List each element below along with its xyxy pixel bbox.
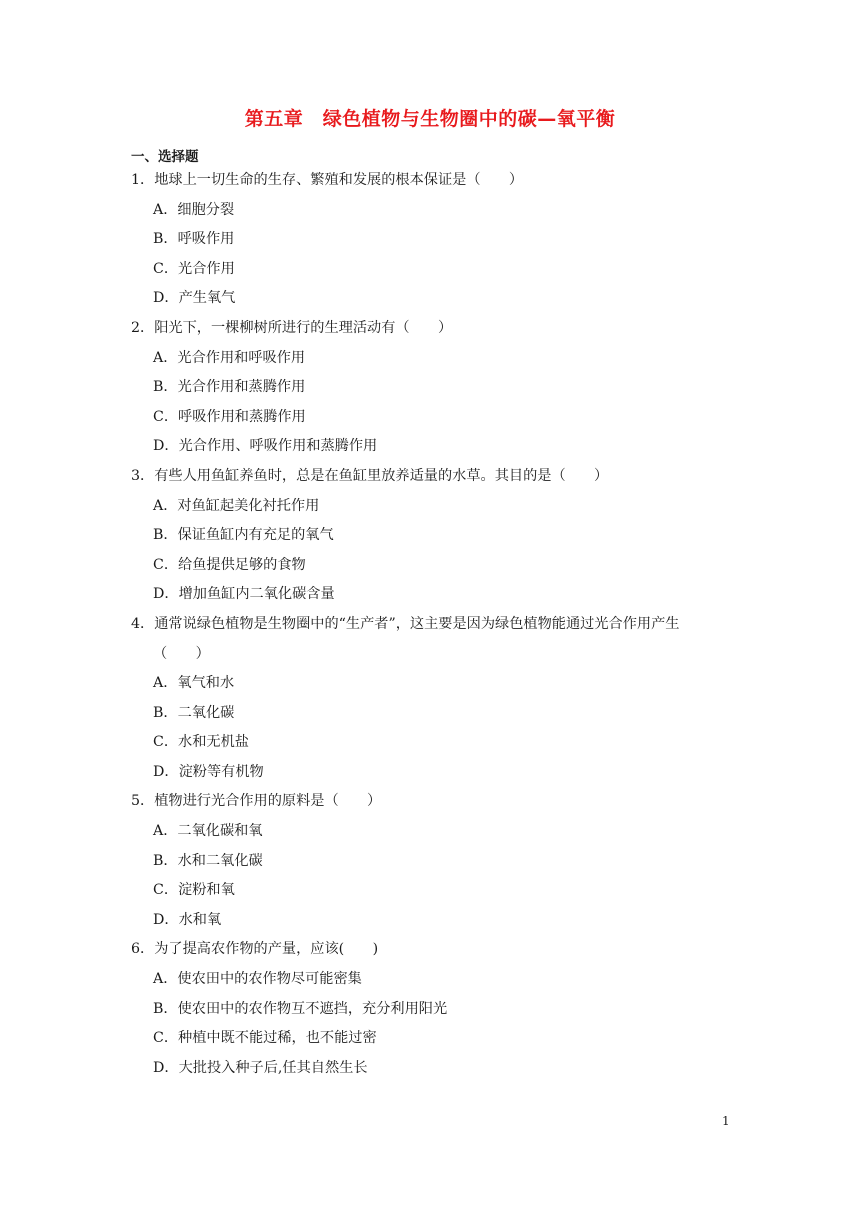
answer-option: A．光合作用和呼吸作用 bbox=[153, 349, 306, 366]
question-stem-continuation: （ ） bbox=[153, 645, 210, 662]
answer-option: A．二氧化碳和氧 bbox=[153, 823, 263, 840]
chapter-title: 第五章 绿色植物与生物圈中的碳—氧平衡 bbox=[244, 108, 616, 130]
answer-option: A．细胞分裂 bbox=[153, 201, 235, 218]
answer-option: D．水和氧 bbox=[153, 911, 222, 928]
answer-option: B．光合作用和蒸腾作用 bbox=[153, 379, 306, 396]
answer-option: A．氧气和水 bbox=[153, 675, 235, 692]
answer-option: A．使农田中的农作物尽可能密集 bbox=[153, 971, 362, 988]
answer-option: C．淀粉和氧 bbox=[153, 882, 235, 899]
answer-option: C．呼吸作用和蒸腾作用 bbox=[153, 408, 306, 425]
answer-option: B．呼吸作用 bbox=[153, 231, 235, 248]
section-heading: 一、选择题 bbox=[131, 149, 199, 165]
page-number: 1 bbox=[722, 1114, 730, 1128]
answer-option: D．淀粉等有机物 bbox=[153, 763, 264, 780]
answer-option: B．水和二氧化碳 bbox=[153, 852, 263, 869]
answer-option: C．光合作用 bbox=[153, 260, 235, 277]
answer-option: B．保证鱼缸内有充足的氧气 bbox=[153, 527, 334, 544]
answer-option: A．对鱼缸起美化衬托作用 bbox=[153, 497, 320, 514]
question-stem: 3．有些人用鱼缸养鱼时，总是在鱼缸里放养适量的水草。其目的是（ ） bbox=[131, 467, 609, 484]
answer-option: C．种植中既不能过稀，也不能过密 bbox=[153, 1030, 377, 1047]
answer-option: B．二氧化碳 bbox=[153, 704, 235, 721]
answer-option: C．给鱼提供足够的食物 bbox=[153, 556, 306, 573]
question-list bbox=[131, 166, 741, 1083]
answer-option: D．增加鱼缸内二氧化碳含量 bbox=[153, 586, 335, 603]
question-stem: 4．通常说绿色植物是生物圈中的“生产者”，这主要是因为绿色植物能通过光合作用产生 bbox=[131, 615, 680, 632]
answer-option: C．水和无机盐 bbox=[153, 734, 249, 751]
answer-option: D．产生氧气 bbox=[153, 290, 236, 307]
question-stem: 6．为了提高农作物的产量，应该( ) bbox=[131, 941, 379, 958]
question-stem: 2．阳光下，一棵柳树所进行的生理活动有（ ） bbox=[131, 319, 453, 336]
answer-option: D．光合作用、呼吸作用和蒸腾作用 bbox=[153, 438, 378, 455]
question-stem: 1．地球上一切生命的生存、繁殖和发展的根本保证是（ ） bbox=[131, 172, 524, 188]
answer-option: B．使农田中的农作物互不遮挡，充分利用阳光 bbox=[153, 1000, 448, 1017]
question-stem: 5．植物进行光合作用的原料是（ ） bbox=[131, 793, 382, 810]
answer-option: D．大批投入种子后,任其自然生长 bbox=[153, 1059, 368, 1076]
